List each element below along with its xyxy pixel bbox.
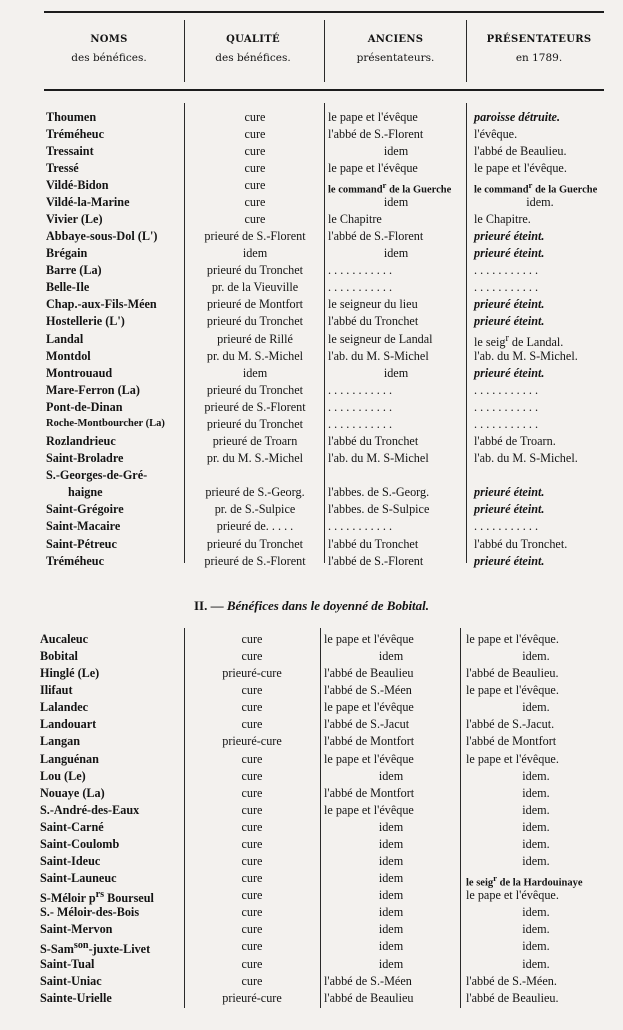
presenter-1789: idem. [522, 700, 550, 715]
former-presenter: l'abbé de S.-Jacut [324, 717, 410, 732]
benefice-quality: cure [244, 143, 266, 158]
section-heading [0, 597, 623, 615]
former-presenter: le Chapitre [328, 211, 382, 226]
presenter-1789: idem. [522, 649, 550, 664]
former-presenter: l'ab. du M. S-Michel [328, 348, 429, 363]
benefice-quality: prieuré-cure [222, 666, 282, 681]
benefice-name: Chap.-aux-Fils-Méen [46, 297, 157, 312]
benefice-quality: cure [241, 649, 263, 664]
former-presenter: le pape et l'évêque [324, 632, 414, 646]
benefice-name: Saint-Grégoire [46, 502, 124, 517]
benefice-name: Hinglé (Le) [40, 666, 100, 681]
benefice-name: Belle-Ile [46, 280, 90, 295]
benefice-quality: pr. de la Vieuville [211, 280, 299, 295]
presenter-1789: l'évêque. [474, 126, 518, 141]
presenter-1789: idem. [522, 836, 550, 851]
presenter-1789: l'abbé du Tronchet. [474, 536, 568, 551]
benefice-quality: cure [244, 160, 266, 175]
header-col-quality-title: QUALITÉ [226, 34, 280, 45]
benefice-quality: cure [241, 854, 263, 869]
benefice-quality: prieuré de Troarn [212, 434, 298, 449]
former-presenter: idem [383, 194, 409, 209]
presenter-1789: paroisse détruite. [474, 109, 560, 124]
benefice-name: Saint-Carné [40, 819, 104, 834]
presenter-1789: le seig$^r$ de Landal. [474, 332, 564, 349]
benefice-quality: cure [241, 956, 263, 971]
former-presenter: le pape et l'évêque [324, 700, 414, 715]
former-presenter: idem [383, 246, 409, 261]
benefice-quality: idem [242, 365, 268, 380]
presenter-1789: l'abbé de S.-Méen. [466, 973, 557, 988]
presenter-1789: . . . . . . . . . . . [474, 519, 538, 534]
presenter-1789: l'abbé de Montfort [466, 734, 557, 749]
former-presenter: l'abbé de S.-Florent [328, 553, 424, 568]
presenter-1789: idem. [522, 854, 550, 869]
presenter-1789: . . . . . . . . . . . [474, 399, 538, 414]
former-presenter: le pape et l'évêque [328, 109, 418, 124]
former-presenter: l'abbé du Tronchet [328, 434, 419, 449]
benefice-quality: cure [241, 717, 263, 732]
former-presenter: l'abbé de S.-Florent [328, 126, 424, 141]
benefice-quality: pr. du M. S.-Michel [206, 348, 304, 363]
header-col-former-subtitle: présentateurs. [356, 52, 435, 64]
presenter-1789: prieuré éteint. [474, 502, 545, 517]
former-presenter: le seigneur de Landal [328, 331, 433, 346]
presenter-1789: l'abbé de Troarn. [474, 434, 556, 449]
col-separator [324, 103, 325, 563]
former-presenter: le seigneur du lieu [328, 297, 418, 312]
former-presenter: idem [378, 649, 404, 664]
benefice-name: Tressé [46, 160, 79, 175]
former-presenter: l'abbes. de S.-Georg. [328, 485, 430, 500]
former-presenter: le command$^r$ de la Guerche [328, 179, 452, 196]
benefice-name: Thoumen [46, 109, 97, 124]
former-presenter: idem [378, 939, 404, 954]
benefice-name: Landal [46, 331, 84, 346]
benefice-quality: cure [241, 785, 263, 800]
benefice-quality: cure [241, 973, 263, 988]
former-presenter: . . . . . . . . . . . [328, 263, 392, 278]
former-presenter: . . . . . . . . . . . [328, 399, 392, 414]
header-col-names-subtitle: des bénéfices. [71, 52, 147, 64]
benefice-name: Saint-Launeuc [40, 871, 117, 886]
benefice-quality: prieuré de S.-Florent [204, 229, 306, 244]
presenter-1789: prieuré éteint. [474, 229, 545, 244]
benefice-quality: pr. de S.-Sulpice [214, 502, 296, 517]
benefice-name: Abbaye-sous-Dol (L') [46, 229, 158, 244]
benefice-quality: cure [241, 768, 263, 783]
former-presenter: l'abbé de Beaulieu [324, 990, 414, 1005]
benefice-name: Landouart [40, 717, 97, 732]
former-presenter: . . . . . . . . . . . [328, 519, 392, 534]
col-separator [320, 628, 321, 1008]
former-presenter: le pape et l'évêque [324, 802, 414, 817]
header-col-quality-subtitle: des bénéfices. [215, 52, 291, 64]
benefice-quality: cure [241, 632, 263, 646]
former-presenter: le pape et l'évêque [328, 160, 418, 175]
presenter-1789: l'abbé de Beaulieu. [474, 143, 567, 158]
former-presenter: l'abbé de Beaulieu [324, 666, 414, 681]
benefice-quality: cure [241, 700, 263, 715]
header-bottom-rule [44, 89, 604, 91]
benefice-quality: cure [241, 939, 263, 954]
former-presenter: l'abbé de Montfort [324, 785, 415, 800]
col-separator [184, 103, 185, 563]
benefice-quality: cure [241, 888, 263, 903]
benefice-name: S-Sam$^{son}$-juxte-Livet [40, 940, 151, 957]
presenter-1789: l'abbé de Beaulieu. [466, 990, 559, 1005]
presenter-1789: idem. [522, 922, 550, 937]
col-separator [324, 20, 325, 82]
former-presenter: l'abbé de Montfort [324, 734, 415, 749]
benefice-quality: prieuré du Tronchet [206, 314, 304, 329]
benefice-name: Roche-Montbourcher (La) [46, 417, 165, 429]
presenter-1789: . . . . . . . . . . . [474, 382, 538, 397]
presenter-1789: idem. [522, 905, 550, 920]
benefice-name: haigne [68, 485, 103, 500]
benefice-name: Tréméheuc [46, 553, 104, 568]
benefice-quality: prieuré du Tronchet [206, 536, 304, 551]
benefice-quality: cure [241, 683, 263, 698]
former-presenter: idem [378, 768, 404, 783]
col-separator [184, 20, 185, 82]
header-col-names-title: NOMS [90, 34, 128, 45]
benefice-quality: cure [241, 751, 263, 766]
benefice-name: Saint-Macaire [46, 519, 121, 534]
benefice-quality: prieuré de Montfort [206, 297, 304, 312]
former-presenter: idem [378, 905, 404, 920]
presenter-1789: idem. [522, 802, 550, 817]
former-presenter: idem [378, 836, 404, 851]
benefice-quality: prieuré de S.-Florent [204, 553, 306, 568]
presenter-1789: prieuré éteint. [474, 365, 545, 380]
benefice-name: Saint-Mervon [40, 922, 113, 937]
presenter-1789: le pape et l'évêque. [474, 160, 567, 175]
benefice-name: Saint-Broladre [46, 451, 124, 466]
former-presenter: idem [383, 365, 409, 380]
presenter-1789: le command$^r$ de la Guerche [474, 179, 598, 196]
header-col-1789-title: PRÉSENTATEURS [486, 34, 592, 45]
presenter-1789: le pape et l'évêque. [466, 751, 559, 766]
former-presenter: idem [383, 143, 409, 158]
presenter-1789: prieuré éteint. [474, 297, 545, 312]
benefice-quality: prieuré de S.-Florent [204, 399, 306, 414]
presenter-1789: le seig$^r$ de la Hardouinaye [466, 873, 583, 889]
benefice-quality: cure [244, 194, 266, 209]
former-presenter: l'abbé de S.-Florent [328, 229, 424, 244]
benefice-name: Vildé-la-Marine [46, 194, 130, 209]
benefice-quality: idem [242, 246, 268, 261]
benefice-quality: cure [241, 922, 263, 937]
col-separator [460, 628, 461, 1008]
benefice-name: Ilifaut [40, 683, 73, 698]
presenter-1789: idem. [522, 768, 550, 783]
presenter-1789: l'ab. du M. S-Michel. [474, 348, 578, 363]
benefice-quality: cure [244, 211, 266, 226]
benefice-quality: pr. du M. S.-Michel [206, 451, 304, 466]
presenter-1789: idem. [522, 785, 550, 800]
section-title: Bénéfices dans le doyenné de Bobital. [226, 598, 430, 613]
benefice-name: Languénan [40, 751, 99, 766]
benefice-name: Aucaleuc [40, 632, 89, 646]
presenter-1789: . . . . . . . . . . . [474, 416, 538, 431]
presenter-1789: idem. [522, 939, 550, 954]
benefice-quality: prieuré-cure [222, 990, 282, 1005]
benefice-quality: cure [241, 819, 263, 834]
benefice-name: Saint-Pétreuc [46, 536, 117, 551]
presenter-1789: idem. [526, 194, 554, 209]
former-presenter: . . . . . . . . . . . [328, 416, 392, 431]
benefice-name: Montrouaud [46, 365, 113, 380]
benefice-quality: cure [241, 871, 263, 886]
presenter-1789: le pape et l'évêque. [466, 632, 559, 646]
presenter-1789: . . . . . . . . . . . [474, 263, 538, 278]
benefice-name: Saint-Uniac [40, 973, 102, 988]
benefice-quality: prieuré-cure [222, 734, 282, 749]
former-presenter: l'abbes. de S-Sulpice [328, 502, 430, 517]
benefice-quality: prieuré du Tronchet [206, 263, 304, 278]
presenter-1789: idem. [522, 956, 550, 971]
former-presenter: idem [378, 922, 404, 937]
benefice-name: S-Méloir $p^{rs}$ Bourseul [40, 889, 154, 906]
benefice-quality: prieuré du Tronchet [206, 382, 304, 397]
former-presenter: idem [378, 888, 404, 903]
presenter-1789: prieuré éteint. [474, 246, 545, 261]
presenter-1789: l'abbé de Beaulieu. [466, 666, 559, 681]
former-presenter: idem [378, 819, 404, 834]
benefice-name: Nouaye (La) [40, 785, 105, 800]
benefice-name: Lou (Le) [40, 768, 86, 783]
former-presenter: . . . . . . . . . . . [328, 280, 392, 295]
header-col-quality [188, 30, 318, 68]
former-presenter: l'ab. du M. S-Michel [328, 451, 429, 466]
benefice-name: Lalandec [40, 700, 89, 715]
presenter-1789: idem. [522, 819, 550, 834]
benefice-quality: cure [241, 905, 263, 920]
benefice-name: Mare-Ferron (La) [46, 382, 140, 397]
benefice-quality: prieuré du Tronchet [206, 416, 304, 431]
benefice-name: Barre (La) [46, 263, 102, 278]
benefice-name: Vildé-Bidon [46, 177, 109, 192]
header-col-former [328, 30, 463, 68]
presenter-1789: le pape et l'évêque. [466, 683, 559, 698]
former-presenter: l'abbé de S.-Méen [324, 973, 412, 988]
former-presenter: idem [378, 956, 404, 971]
benefice-name: Tressaint [46, 143, 94, 158]
benefice-quality: prieuré de S.-Georg. [205, 485, 305, 500]
former-presenter: idem [378, 871, 404, 886]
header-col-1789-subtitle: en 1789. [515, 52, 563, 64]
benefice-name: Langan [40, 734, 80, 749]
benefice-name: S.-André-des-Eaux [40, 802, 140, 817]
benefice-name: Vivier (Le) [46, 211, 103, 226]
benefice-name: S.-Georges-de-Gré- [46, 468, 148, 483]
section-number: II. — [193, 598, 224, 613]
col-separator [184, 628, 185, 1008]
col-separator [466, 20, 467, 82]
benefice-name: Bobital [40, 649, 78, 664]
former-presenter: . . . . . . . . . . . [328, 382, 392, 397]
benefice-name: S.- Méloir-des-Bois [40, 905, 140, 920]
presenter-1789: le Chapitre. [474, 211, 531, 226]
benefice-quality: cure [244, 177, 266, 192]
header-col-former-title: ANCIENS [367, 34, 424, 45]
former-presenter: l'abbé du Tronchet [328, 314, 419, 329]
benefice-quality: prieuré de Rillé [217, 331, 293, 346]
former-presenter: le pape et l'évêque [324, 751, 414, 766]
benefice-quality: cure [244, 109, 266, 124]
benefice-quality: cure [241, 802, 263, 817]
benefice-name: Montdol [46, 348, 91, 363]
presenter-1789: l'abbé de S.-Jacut. [466, 717, 555, 732]
benefice-quality: prieuré de. . . . . [216, 519, 294, 534]
presenter-1789: l'ab. du M. S-Michel. [474, 451, 578, 466]
benefice-quality: cure [244, 126, 266, 141]
former-presenter: l'abbé du Tronchet [328, 536, 419, 551]
presenter-1789: prieuré éteint. [474, 485, 545, 500]
col-separator [466, 103, 467, 563]
header-top-rule [44, 11, 604, 13]
header-col-1789 [470, 30, 608, 68]
benefice-name: Saint-Coulomb [40, 836, 120, 851]
benefice-name: Saint-Ideuc [40, 854, 101, 869]
benefice-name: Rozlandrieuc [46, 434, 116, 449]
benefice-name: Brégain [46, 246, 88, 261]
former-presenter: idem [378, 854, 404, 869]
presenter-1789: . . . . . . . . . . . [474, 280, 538, 295]
presenter-1789: le pape et l'évêque. [466, 888, 559, 903]
benefice-quality: cure [241, 836, 263, 851]
presenter-1789: prieuré éteint. [474, 314, 545, 329]
benefice-name: Saint-Tual [40, 956, 95, 971]
benefice-name: Hostellerie (L') [46, 314, 125, 329]
benefice-name: Pont-de-Dinan [46, 399, 123, 414]
header-col-names [44, 30, 174, 68]
benefice-name: Tréméheuc [46, 126, 104, 141]
presenter-1789: prieuré éteint. [474, 553, 545, 568]
former-presenter: l'abbé de S.-Méen [324, 683, 412, 698]
benefice-name: Sainte-Urielle [40, 990, 112, 1005]
